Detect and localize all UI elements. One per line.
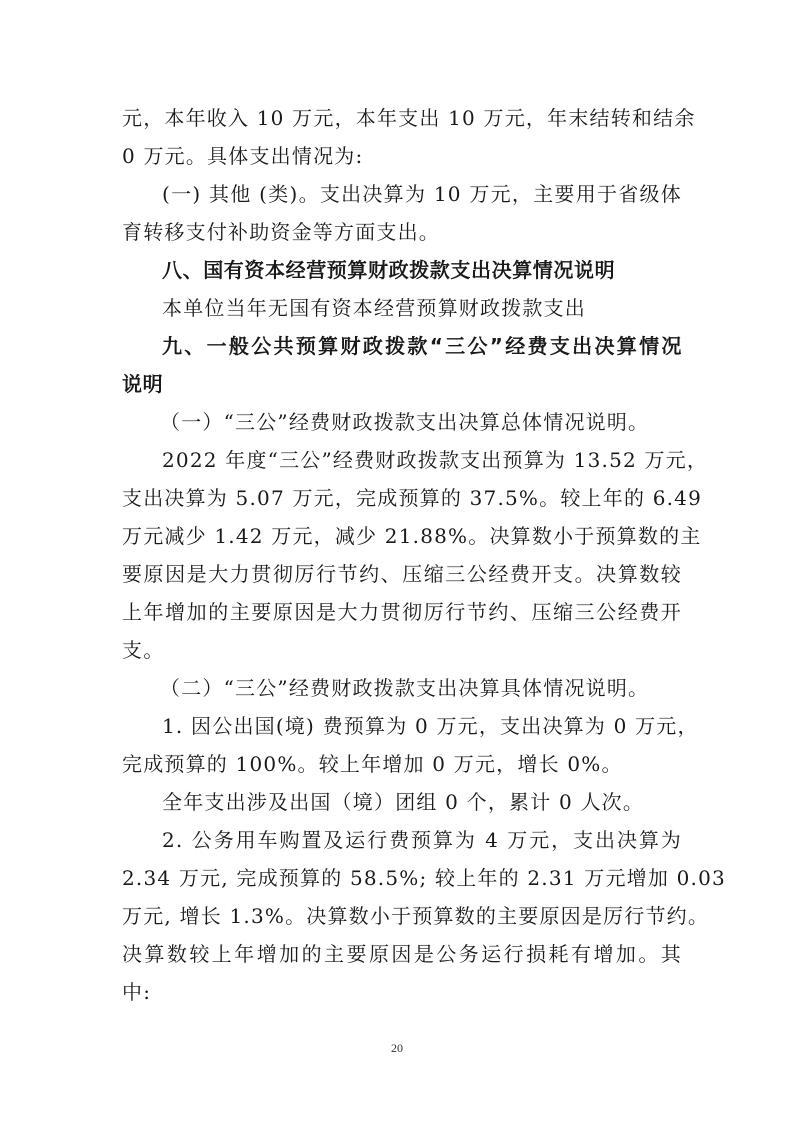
body-text-line: 0 万元。具体支出情况为: xyxy=(122,144,364,168)
body-text-line: 支出决算为 5.07 万元，完成预算的 37.5%。较上年的 6.49 xyxy=(122,486,703,510)
body-text-line: 中: xyxy=(122,980,152,1004)
body-text-line: 育转移支付补助资金等方面支出。 xyxy=(122,220,440,244)
body-text-line: 2.34 万元, 完成预算的 58.5%; 较上年的 2.31 万元增加 0.03 xyxy=(122,866,726,890)
body-text-line: 1. 因公出国(境) 费预算为 0 万元，支出决算为 0 万元， xyxy=(162,714,699,738)
section-heading-9: 九、一般公共预算财政拨款“三公”经费支出决算情况 xyxy=(162,334,682,358)
body-text-line: 万元, 增长 1.3%。决算数小于预算数的主要原因是厉行节约。 xyxy=(122,904,710,928)
body-text-line: 要原因是大力贯彻厉行节约、压缩三公经费开支。决算数较 xyxy=(122,562,682,586)
body-text-line: 2022 年度“三公”经费财政拨款支出预算为 13.52 万元， xyxy=(162,448,709,472)
body-text-line: 元，本年收入 10 万元，本年支出 10 万元，年末结转和结余 xyxy=(122,106,696,130)
body-text-line: 全年支出涉及出国（境）团组 0 个，累计 0 人次。 xyxy=(162,790,645,814)
body-text-line: 万元减少 1.42 万元，减少 21.88%。决算数小于预算数的主 xyxy=(122,524,702,548)
section-heading-8: 八、国有资本经营预算财政拨款支出决算情况说明 xyxy=(162,258,616,282)
page-number: 20 xyxy=(391,1041,403,1055)
subsection-heading-1: （一）“三公”经费财政拨款支出决算总体情况说明。 xyxy=(160,410,650,434)
subsection-text-line: (一) 其他 (类)。支出决算为 10 万元，主要用于省级体 xyxy=(162,182,682,206)
section-heading-9-continued: 说明 xyxy=(122,372,164,396)
body-text-line: 上年增加的主要原因是大力贯彻厉行节约、压缩三公经费开 xyxy=(122,600,682,624)
body-text-line: 完成预算的 100%。较上年增加 0 万元，增长 0%。 xyxy=(122,752,623,776)
subsection-heading-2: （二）“三公”经费财政拨款支出决算具体情况说明。 xyxy=(160,676,650,700)
body-text-line: 2. 公务用车购置及运行费预算为 4 万元，支出决算为 xyxy=(162,828,682,852)
body-text-line: 决算数较上年增加的主要原因是公务运行损耗有增加。其 xyxy=(122,942,682,966)
body-text-line: 本单位当年无国有资本经营预算财政拨款支出 xyxy=(162,296,586,320)
body-text-line: 支。 xyxy=(122,638,165,662)
